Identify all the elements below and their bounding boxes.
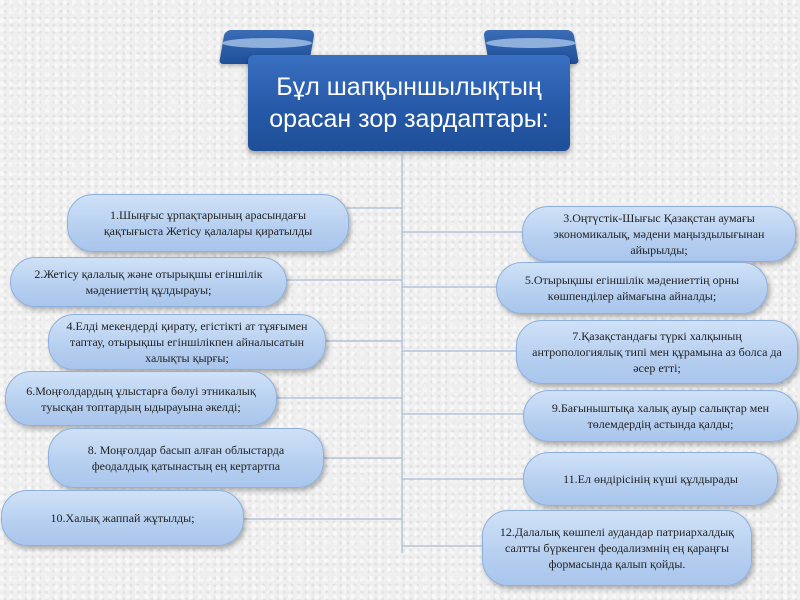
banner-title-line-1: Бұл шапқыншылықтың (276, 73, 542, 101)
banner-curl-left (222, 38, 312, 48)
consequence-4-text: 4.Елді мекендерді қирату, егістікті ат тұяғымен таптау, отырықшы егіншілікпен айналысатын халықты қырғы; (66, 319, 308, 365)
banner-curl-right (486, 38, 576, 48)
consequence-9-box (523, 390, 798, 442)
consequence-1-box (67, 194, 349, 252)
consequence-9-text: 9.Бағыныштықа халық ауыр салықтар мен төлемдердің астында қалды; (551, 401, 770, 431)
consequence-11-text: 11.Ел өндірісінің күші құлдырады (563, 472, 738, 486)
consequence-11-box (523, 452, 778, 506)
consequence-5-text: 5.Отырықшы егіншілік мәдениеттің орны көшпенділер аймағына айналды; (524, 273, 740, 303)
consequence-2-box (10, 257, 287, 307)
consequence-3-text: 3.Оңтүстік-Шығыс Қазақстан аумағы экономикалық, мәдени маңыздылығынан айырылды; (553, 211, 765, 257)
consequence-1-text: 1.Шыңғыс ұрпақтарының арасындағы қақтығыста Жетісу қалалары қиратылды (103, 208, 313, 238)
consequence-10-box (1, 490, 244, 546)
consequence-8-text: 8. Моңғолдар басып алған облыстарда феодалдық қатынастың ең кертартпа (87, 443, 285, 473)
banner-title-box (248, 55, 570, 151)
consequence-7-text: 7.Қазақстандағы түркі халқының антропологиялық типі мен құрамына аз болса да әсер етті; (532, 329, 782, 375)
title-banner (0, 0, 800, 160)
consequence-6-box (5, 371, 277, 426)
consequence-4-box (48, 314, 326, 370)
consequence-3-box (522, 206, 796, 262)
consequence-2-text: 2.Жетісу қалалық және отырықшы егіншілік мәдениеттің құлдырауы; (34, 267, 263, 297)
consequence-7-box (516, 320, 798, 384)
consequence-12-box (482, 510, 752, 586)
banner-title-line-2: орасан зор зардаптары: (269, 105, 549, 133)
consequence-6-text: 6.Моңғолдардың ұлыстарға бөлуі этникалық туысқан топтардың ыдырауына әкелді; (26, 383, 256, 414)
consequence-8-box (48, 428, 324, 488)
consequence-12-text: 12.Далалық көшпелі аудандар патриархалдық салтты бүркенген феодализмнің ең қараңғы формасында қалып қойды. (499, 525, 735, 571)
consequence-10-text: 10.Халық жаппай жұтылды; (50, 511, 195, 525)
consequence-5-box (496, 262, 768, 314)
